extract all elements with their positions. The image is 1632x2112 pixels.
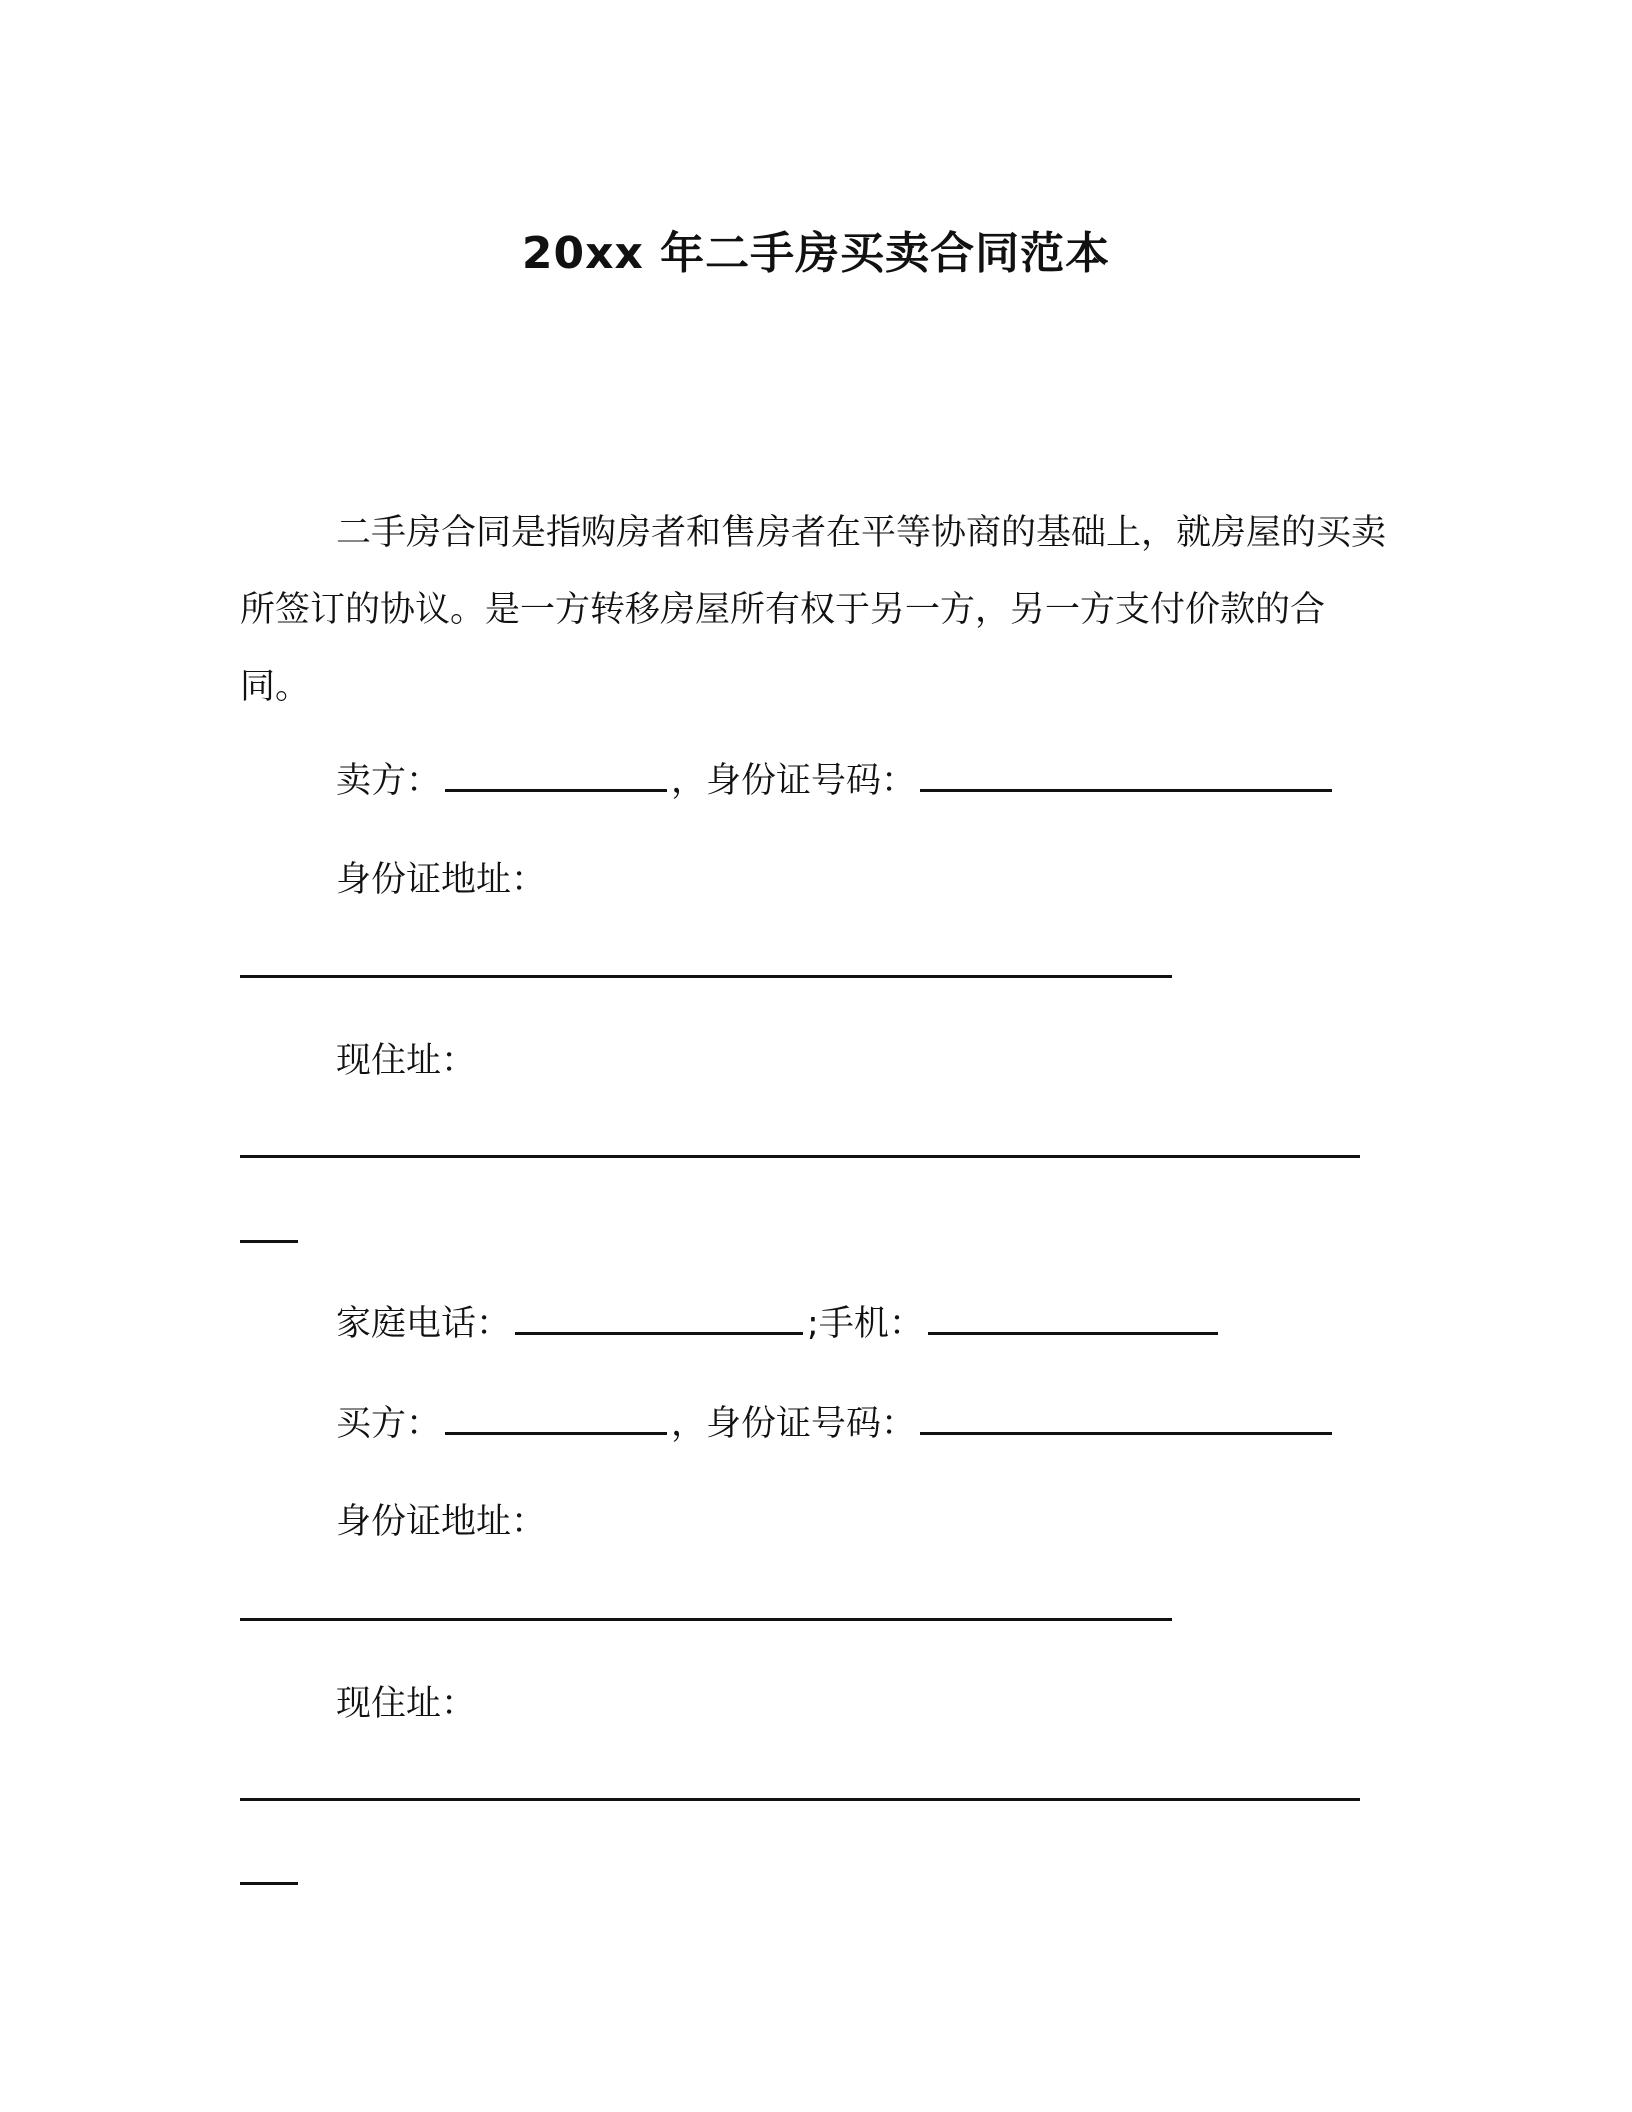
buyer-current-address-blank-cont[interactable] xyxy=(240,1882,298,1885)
seller-id-label: 身份证号码： xyxy=(706,761,917,801)
seller-label: 卖方： xyxy=(336,761,442,801)
seller-id-blank[interactable] xyxy=(920,759,1332,792)
seller-phone-row xyxy=(336,1300,1222,1348)
buyer-label: 买方： xyxy=(336,1404,442,1444)
mobile-blank[interactable] xyxy=(928,1302,1218,1335)
buyer-id-address-blank[interactable] xyxy=(240,1618,1172,1621)
seller-separator: ， xyxy=(671,761,707,801)
seller-row xyxy=(336,757,1336,805)
buyer-row xyxy=(336,1400,1336,1448)
buyer-id-address-label: 身份证地址： xyxy=(336,1502,547,1542)
buyer-current-address-label: 现住址： xyxy=(336,1684,477,1724)
intro-paragraph: 二手房合同是指购房者和售房者在平等协商的基础上，就房屋的买卖所签订的协议。是一方转移房屋所有权于另一方，另一方支付价款的合同。 xyxy=(240,513,1387,707)
seller-id-address-blank[interactable] xyxy=(240,975,1172,978)
seller-id-address-label: 身份证地址： xyxy=(336,860,547,900)
seller-current-address-blank-cont[interactable] xyxy=(240,1240,298,1243)
buyer-name-blank[interactable] xyxy=(445,1402,667,1435)
seller-current-address-label: 现住址： xyxy=(336,1041,477,1081)
buyer-id-label: 身份证号码： xyxy=(706,1404,917,1444)
home-phone-label: 家庭电话： xyxy=(336,1304,512,1344)
document-title: 20xx 年二手房买卖合同范本 xyxy=(521,228,1111,279)
buyer-separator: ， xyxy=(671,1404,707,1444)
mobile-separator: ; xyxy=(807,1304,819,1344)
buyer-current-address-blank[interactable] xyxy=(240,1798,1360,1801)
buyer-id-blank[interactable] xyxy=(920,1402,1332,1435)
mobile-label: 手机： xyxy=(818,1304,924,1344)
seller-current-address-blank[interactable] xyxy=(240,1155,1360,1158)
seller-name-blank[interactable] xyxy=(445,759,667,792)
home-phone-blank[interactable] xyxy=(515,1302,803,1335)
